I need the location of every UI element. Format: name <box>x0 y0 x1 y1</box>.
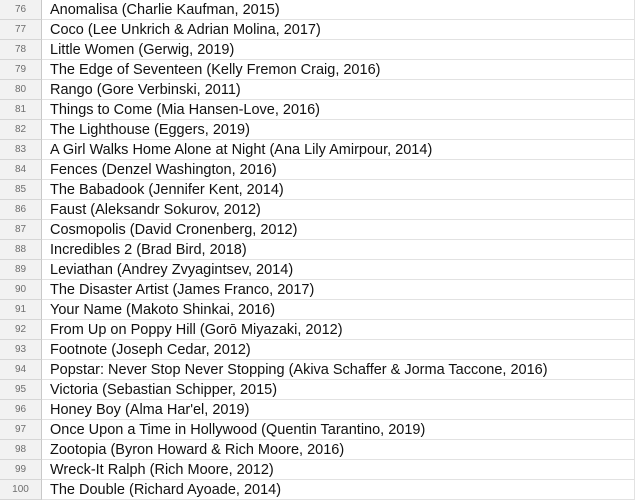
row-number[interactable]: 78 <box>0 40 42 60</box>
row-number[interactable]: 89 <box>0 260 42 280</box>
row-number[interactable]: 85 <box>0 180 42 200</box>
table-row <box>0 120 635 140</box>
row-number[interactable]: 93 <box>0 340 42 360</box>
cell[interactable]: Faust (Aleksandr Sokurov, 2012) <box>42 200 635 220</box>
cell[interactable]: Cosmopolis (David Cronenberg, 2012) <box>42 220 635 240</box>
row-number[interactable]: 99 <box>0 460 42 480</box>
table-row <box>0 440 635 460</box>
row-number[interactable]: 79 <box>0 60 42 80</box>
table-row <box>0 80 635 100</box>
table-row <box>0 140 635 160</box>
table-row <box>0 420 635 440</box>
row-number[interactable]: 87 <box>0 220 42 240</box>
cell[interactable]: The Edge of Seventeen (Kelly Fremon Craig, 2016) <box>42 60 635 80</box>
table-row <box>0 300 635 320</box>
table-row <box>0 240 635 260</box>
row-number[interactable]: 80 <box>0 80 42 100</box>
table-row <box>0 100 635 120</box>
table-row <box>0 460 635 480</box>
table-row <box>0 340 635 360</box>
cell[interactable]: The Babadook (Jennifer Kent, 2014) <box>42 180 635 200</box>
cell[interactable]: Once Upon a Time in Hollywood (Quentin Tarantino, 2019) <box>42 420 635 440</box>
cell[interactable]: Zootopia (Byron Howard & Rich Moore, 2016) <box>42 440 635 460</box>
table-row <box>0 0 635 20</box>
row-number[interactable]: 86 <box>0 200 42 220</box>
cell[interactable]: Footnote (Joseph Cedar, 2012) <box>42 340 635 360</box>
cell[interactable]: Honey Boy (Alma Har'el, 2019) <box>42 400 635 420</box>
row-number[interactable]: 81 <box>0 100 42 120</box>
table-row <box>0 360 635 380</box>
table-row <box>0 180 635 200</box>
cell[interactable]: Your Name (Makoto Shinkai, 2016) <box>42 300 635 320</box>
table-row <box>0 380 635 400</box>
cell[interactable]: Leviathan (Andrey Zvyagintsev, 2014) <box>42 260 635 280</box>
table-row <box>0 400 635 420</box>
cell[interactable]: Fences (Denzel Washington, 2016) <box>42 160 635 180</box>
cell[interactable]: Little Women (Gerwig, 2019) <box>42 40 635 60</box>
row-number[interactable]: 94 <box>0 360 42 380</box>
row-number[interactable]: 95 <box>0 380 42 400</box>
row-number[interactable]: 96 <box>0 400 42 420</box>
row-number[interactable]: 88 <box>0 240 42 260</box>
cell[interactable]: A Girl Walks Home Alone at Night (Ana Lily Amirpour, 2014) <box>42 140 635 160</box>
row-number[interactable]: 83 <box>0 140 42 160</box>
cell[interactable]: From Up on Poppy Hill (Gorō Miyazaki, 2012) <box>42 320 635 340</box>
table-row <box>0 280 635 300</box>
cell[interactable]: The Disaster Artist (James Franco, 2017) <box>42 280 635 300</box>
cell[interactable]: Incredibles 2 (Brad Bird, 2018) <box>42 240 635 260</box>
table-row <box>0 260 635 280</box>
cell[interactable]: Rango (Gore Verbinski, 2011) <box>42 80 635 100</box>
row-number[interactable]: 97 <box>0 420 42 440</box>
row-number[interactable]: 77 <box>0 20 42 40</box>
cell[interactable]: Wreck-It Ralph (Rich Moore, 2012) <box>42 460 635 480</box>
table-row <box>0 480 635 500</box>
cell[interactable]: Anomalisa (Charlie Kaufman, 2015) <box>42 0 635 20</box>
row-number[interactable]: 76 <box>0 0 42 20</box>
table-row <box>0 60 635 80</box>
row-number[interactable]: 91 <box>0 300 42 320</box>
table-row <box>0 320 635 340</box>
cell[interactable]: The Double (Richard Ayoade, 2014) <box>42 480 635 500</box>
cell[interactable]: Coco (Lee Unkrich & Adrian Molina, 2017) <box>42 20 635 40</box>
row-number[interactable]: 98 <box>0 440 42 460</box>
table-row <box>0 160 635 180</box>
table-row <box>0 40 635 60</box>
table-row <box>0 20 635 40</box>
row-number[interactable]: 100 <box>0 480 42 500</box>
cell[interactable]: Popstar: Never Stop Never Stopping (Akiva Schaffer & Jorma Taccone, 2016) <box>42 360 635 380</box>
cell[interactable]: The Lighthouse (Eggers, 2019) <box>42 120 635 140</box>
row-number[interactable]: 90 <box>0 280 42 300</box>
table-row <box>0 200 635 220</box>
row-number[interactable]: 92 <box>0 320 42 340</box>
row-number[interactable]: 84 <box>0 160 42 180</box>
row-number[interactable]: 82 <box>0 120 42 140</box>
table-row <box>0 220 635 240</box>
cell[interactable]: Victoria (Sebastian Schipper, 2015) <box>42 380 635 400</box>
cell[interactable]: Things to Come (Mia Hansen-Love, 2016) <box>42 100 635 120</box>
